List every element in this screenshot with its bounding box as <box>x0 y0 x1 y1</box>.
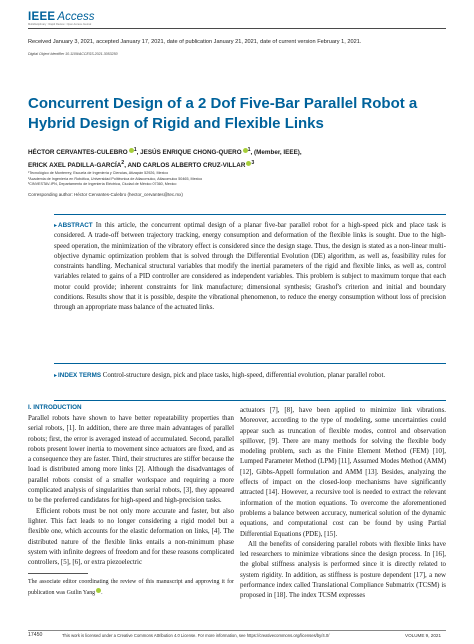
author-affil-mark: 1 <box>247 147 251 153</box>
right-column <box>240 406 446 602</box>
page-number: 17450 <box>28 632 43 638</box>
section-heading: I. INTRODUCTION <box>28 404 82 411</box>
doi-line: Digital Object Identifier 10.1109/ACCESS.2021.3053250 <box>28 52 118 56</box>
left-column <box>28 414 234 568</box>
affiliations <box>28 171 446 188</box>
index-terms <box>54 371 446 381</box>
author-name: , JESÚS ENRIQUE CHONG-QUERO <box>136 149 242 157</box>
keywords-rule <box>54 363 446 364</box>
journal-prefix: IEEE <box>28 11 56 23</box>
abstract-heading: ABSTRACT <box>58 222 93 229</box>
affiliation-item: ¹Tecnológico de Monterrey, Escuela de Ingeniería y Ciencias, Atizapán 52926, Mexico <box>28 171 169 175</box>
author-affil-mark: 3 <box>251 160 255 167</box>
corresponding-author: Corresponding author: Héctor Cervantes-Culebro (hector_cervantes@tec.mx) <box>28 192 183 197</box>
abstract <box>54 221 446 314</box>
footer-rule <box>28 630 446 631</box>
author-line-2 <box>28 158 446 171</box>
publication-dates: Received January 3, 2021, accepted January 17, 2021, date of publication January 21, 2021, date of current version February 1, 2021. <box>28 39 362 45</box>
author-list <box>28 145 446 172</box>
header-rule <box>28 28 446 29</box>
footnote-rule <box>28 573 88 574</box>
affiliation-item: ²Academia de Ingeniería en Robótica, Universidad Politécnica de Atlacomulco, Atlacomulco 50465, Mexico <box>28 176 203 181</box>
author-name: , AND CARLOS ALBERTO CRUZ-VILLAR <box>124 162 246 170</box>
paragraph: Parallel robots have shown to have better repeatability properties than serial robots, [1]. In addition, there are three main advantages of parallel robots; first, the error is averaged instead of accumulated. Second, parallel robots present lower inertia to movement since actuators are fixed, and as a consequence they are faster. Third, their structures are stiffer because the load is distributed among more links [2]. Although the disadvantages of parallel robots consist of a smaller workspace and requiring a more complicated analysis of singularities than serial robots, [3], they appeared to be the preferred candidates for high-speed and high-precision tasks. <box>28 415 234 505</box>
abstract-text: In this article, the concurrent optimal design of a planar five-bar parallel robot for a high-speed pick and place task is considered. A trade-off between trajectory tracking, energy consumption and deformation of the flexible links is sought. Due to the high-speed operation, the minimization of the vibratory effect is considered since the design stage. Thus, the design is stated as a non-linear multi-objective dynamic optimization problem that is solved through the Differential Evolution (DE) algorithm, as well as, feasibility rules for constraints handling. Mechanical structural variables that modify the inertial parameters of the rigid and flexible links, as well as, control variables related to gains of a PID controller are considered as independent variables. This problem is subject to maximum torque that each motor could provide; inherent constraints for link manufacture; dimensional synthesis; Grashof's criterion and initial and boundary conditions. Results show that it is possible, despite the vibrational phenomenon, to reduce the energy consumption without loss of precision through an appropriate mass balance of the actuated links. <box>54 222 446 312</box>
author-affil-mark: 2 <box>121 160 125 167</box>
author-line-1 <box>28 145 446 158</box>
author-affil-mark: 1 <box>133 147 137 153</box>
index-terms-text: Control-structure design, pick and place tasks, high-speed, differential evolution, planar parallel robot. <box>102 372 386 379</box>
license-text[interactable]: This work is licensed under a Creative Commons Attribution 4.0 License. For more information, see https://creativecommons.org/licenses/by/4.0/ <box>62 633 330 638</box>
author-name: HÉCTOR CERVANTES-CULEBRO <box>28 149 128 157</box>
triangle-bullet-icon: ▸ <box>54 223 58 229</box>
paragraph: Efficient robots must be not only more accurate and faster, but also lighter. This fact leads to no longer considering a rigid model but a flexible one, which accounts for the elastic deformation on links, [4]. The distributed nature of the flexible links entails a non-minimum phase system with infinite degrees of freedom and for these reasons complicated controllers, [5], [6], or extra piezoelectric <box>28 507 234 567</box>
abstract-rule <box>54 214 446 215</box>
footnote-period: . <box>101 589 103 596</box>
volume-label: VOLUME 9, 2021 <box>405 633 442 638</box>
keywords-bottom-rule <box>54 400 446 401</box>
author-name: ERICK AXEL PADILLA-GARCÍA <box>28 162 122 170</box>
paragraph: All the benefits of considering parallel robots with flexible links have led researchers to minimize vibrations since the design process. In [16], the global stiffness analysis is performed since it is directly related to system rigidity. In addition, as stiffness is posture dependent [17], a new performance index called Translational Compliance Submatrix (TCSM) is proposed in [18]. The index TCSM expresses <box>240 540 446 600</box>
paragraph: actuators [7], [8], have been applied to minimize link vibrations. Moreover, according to the type of modeling, some uncertainties could appear such as truncation of flexible modes, control and observation spillover, [9]. There are many methods for solving the flexible body modeling problem, such as the Finite Element Method (FEM) [10], Lumped Parameter Method (LPM) [11], Assumed Modes Method (AMM) [12], Gibbs-Appell formulation and AMM [13]. Besides, analyzing the effects of impact on the closed-loop mechanisms have significantly attracted [14]. However, a recursive tool is needed to extract the relevant information of the motion equations. To overcome the aforementioned problems a balance between accuracy, numerical solution of the dynamic equations, and computational cost can be found by using Partial Differential Equations (PDE), [15]. <box>240 407 446 538</box>
footnote-text: The associate editor coordinating the review of this manuscript and approving it for publication was Guilin Yang <box>28 579 234 596</box>
paper-title: Concurrent Design of a 2 Dof Five-Bar Parallel Robot a Hybrid Design of Rigid and Flexible Links <box>28 95 418 132</box>
author-membership: , (Member, IEEE), <box>250 149 302 157</box>
index-terms-heading: INDEX TERMS <box>58 372 102 379</box>
journal-tagline: Multidisciplinary : Rapid Review : Open Access Journal <box>28 23 92 26</box>
footnote <box>28 578 234 599</box>
triangle-bullet-icon: ▸ <box>54 373 58 379</box>
journal-name: Access <box>57 11 95 23</box>
affiliation-item: ³CINVESTAV-IPN, Departamento de Ingeniería Eléctrica, Ciudad de México 07360, Mexico <box>28 182 177 187</box>
journal-logo <box>28 11 94 23</box>
